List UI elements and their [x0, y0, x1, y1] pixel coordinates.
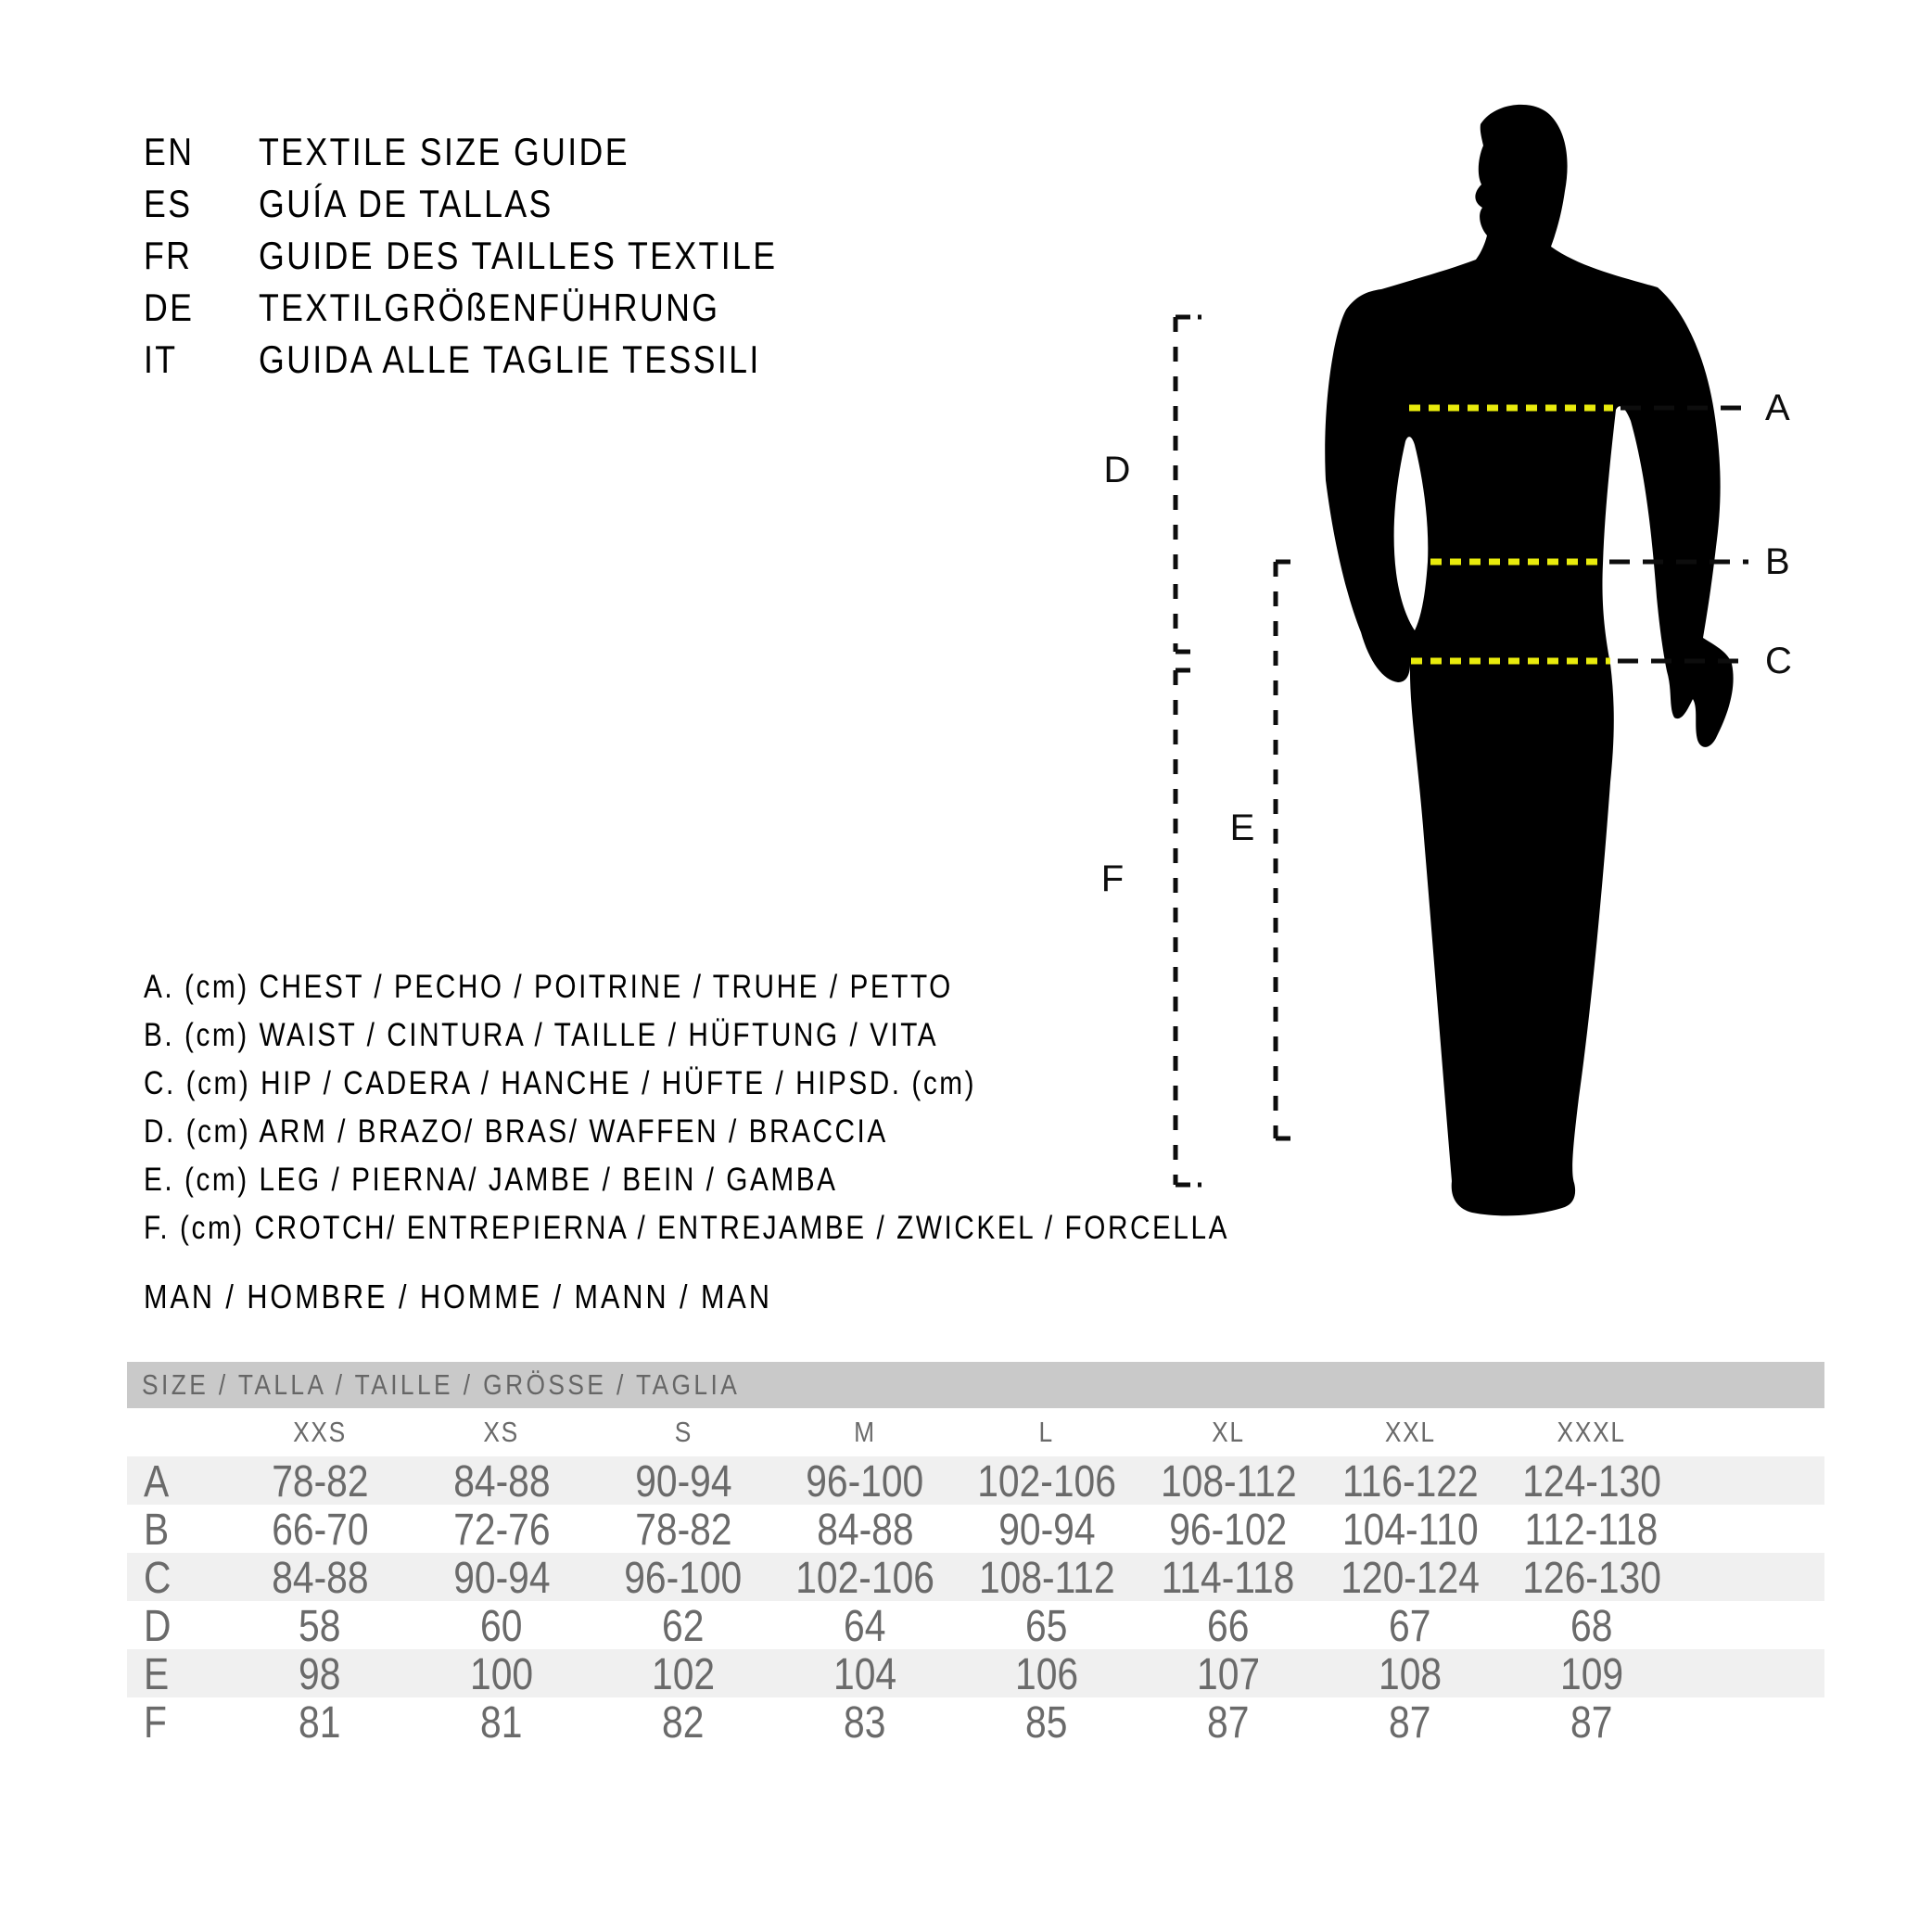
- measure-label-f: F: [1100, 858, 1125, 899]
- cell: 96-100: [806, 1457, 924, 1506]
- size-table: [127, 1362, 1824, 1746]
- row-label: E: [144, 1650, 170, 1699]
- cell: 84-88: [452, 1457, 551, 1506]
- cell: 108: [1378, 1650, 1443, 1699]
- cell: 78-82: [271, 1457, 369, 1506]
- cell: 120-124: [1341, 1554, 1480, 1603]
- cell: 102-106: [977, 1457, 1116, 1506]
- legend-text: E. (cm) LEG / PIERNA/ JAMBE / BEIN / GAMBA: [144, 1162, 838, 1198]
- guide-title: TEXTILE SIZE GUIDE: [259, 130, 629, 173]
- language-code: ES: [144, 182, 193, 225]
- table-row-e: [127, 1649, 1824, 1697]
- cell: 58: [299, 1602, 341, 1651]
- legend-line-waist: [144, 1011, 1421, 1060]
- cell: 87: [1570, 1698, 1613, 1748]
- cell: 81: [299, 1698, 341, 1748]
- cell: 84-88: [271, 1554, 369, 1603]
- size-table-header-row: [127, 1408, 1824, 1456]
- measure-label-b: B: [1765, 541, 1790, 582]
- cell: 83: [844, 1698, 886, 1748]
- cell: 64: [844, 1602, 886, 1651]
- cell: 116-122: [1341, 1457, 1479, 1506]
- gender-heading-text: MAN / HOMBRE / HOMME / MANN / MAN: [144, 1277, 772, 1316]
- legend-line-hip: [144, 1060, 1421, 1108]
- cell: 96-102: [1169, 1506, 1288, 1555]
- language-code: IT: [144, 337, 178, 381]
- col-header-l: L: [1038, 1416, 1055, 1448]
- legend-text: C. (cm) HIP / CADERA / HANCHE / HÜFTE / HIPSD. (cm): [144, 1065, 977, 1101]
- cell: 82: [662, 1698, 705, 1748]
- measure-label-d: D: [1103, 450, 1131, 490]
- table-row-a: [127, 1456, 1824, 1505]
- row-label: F: [144, 1698, 167, 1748]
- legend-line-crotch: [144, 1204, 1421, 1252]
- row-label: A: [144, 1457, 170, 1506]
- cell: 102-106: [795, 1554, 934, 1603]
- col-header-m: M: [854, 1416, 876, 1448]
- language-code: EN: [144, 130, 195, 173]
- cell: 100: [469, 1650, 534, 1699]
- guide-title: GUIDA ALLE TAGLIE TESSILI: [259, 337, 761, 381]
- guide-title: GUÍA DE TALLAS: [259, 182, 553, 225]
- row-label: B: [144, 1506, 170, 1555]
- cell: 126-130: [1522, 1554, 1661, 1603]
- col-header-xs: XS: [483, 1416, 520, 1448]
- table-row-b: [127, 1505, 1824, 1553]
- measure-label-e: E: [1229, 807, 1255, 848]
- cell: 72-76: [452, 1506, 551, 1555]
- cell: 67: [1389, 1602, 1431, 1651]
- cell: 85: [1025, 1698, 1068, 1748]
- language-code: DE: [144, 286, 195, 329]
- col-header-s: S: [674, 1416, 693, 1448]
- table-row-d: [127, 1601, 1824, 1649]
- cell: 60: [480, 1602, 523, 1651]
- cell: 90-94: [452, 1554, 551, 1603]
- language-code: FR: [144, 234, 193, 277]
- cell: 81: [480, 1698, 523, 1748]
- cell: 108-112: [978, 1554, 1115, 1603]
- cell: 90-94: [998, 1506, 1096, 1555]
- size-table-title: SIZE / TALLA / TAILLE / GRÖSSE / TAGLIA: [142, 1368, 741, 1401]
- legend-text: A. (cm) CHEST / PECHO / POITRINE / TRUHE / PETTO: [144, 969, 953, 1005]
- measure-label-c: C: [1765, 641, 1792, 681]
- cell: 78-82: [634, 1506, 732, 1555]
- guide-title: GUIDE DES TAILLES TEXTILE: [259, 234, 778, 277]
- cell: 65: [1025, 1602, 1068, 1651]
- table-row-f: [127, 1697, 1824, 1746]
- cell: 109: [1559, 1650, 1624, 1699]
- cell: 124-130: [1522, 1457, 1661, 1506]
- cell: 102: [651, 1650, 716, 1699]
- row-label: D: [144, 1602, 172, 1651]
- measurement-legend: [144, 963, 1421, 1252]
- gender-heading: [144, 1277, 883, 1316]
- col-header-xl: XL: [1212, 1416, 1245, 1448]
- legend-line-leg: [144, 1156, 1421, 1204]
- row-label: C: [144, 1554, 172, 1603]
- cell: 104: [833, 1650, 897, 1699]
- cell: 90-94: [634, 1457, 732, 1506]
- cell: 87: [1389, 1698, 1431, 1748]
- guide-title: TEXTILGRÖßENFÜHRUNG: [259, 286, 720, 329]
- cell: 66-70: [271, 1506, 369, 1555]
- measure-label-a: A: [1765, 388, 1790, 428]
- cell: 107: [1196, 1650, 1261, 1699]
- col-header-xxxl: XXXL: [1557, 1416, 1627, 1448]
- cell: 68: [1570, 1602, 1613, 1651]
- cell: 112-118: [1525, 1506, 1659, 1555]
- table-row-c: [127, 1553, 1824, 1601]
- cell: 98: [299, 1650, 341, 1699]
- legend-text: B. (cm) WAIST / CINTURA / TAILLE / HÜFTUNG / VITA: [144, 1017, 939, 1053]
- col-header-xxs: XXS: [293, 1416, 347, 1448]
- cell: 108-112: [1160, 1457, 1297, 1506]
- cell: 84-88: [816, 1506, 914, 1555]
- cell: 106: [1014, 1650, 1079, 1699]
- legend-text: D. (cm) ARM / BRAZO/ BRAS/ WAFFEN / BRACCIA: [144, 1113, 888, 1150]
- col-header-xxl: XXL: [1384, 1416, 1436, 1448]
- size-table-titlebar: [127, 1362, 1824, 1408]
- legend-line-arm: [144, 1108, 1421, 1156]
- cell: 62: [662, 1602, 705, 1651]
- legend-line-chest: [144, 963, 1421, 1011]
- cell: 96-100: [624, 1554, 743, 1603]
- cell: 114-118: [1162, 1554, 1295, 1603]
- cell: 66: [1207, 1602, 1250, 1651]
- cell: 104-110: [1341, 1506, 1479, 1555]
- legend-text: F. (cm) CROTCH/ ENTREPIERNA / ENTREJAMBE / ZWICKEL / FORCELLA: [144, 1210, 1230, 1246]
- cell: 87: [1207, 1698, 1250, 1748]
